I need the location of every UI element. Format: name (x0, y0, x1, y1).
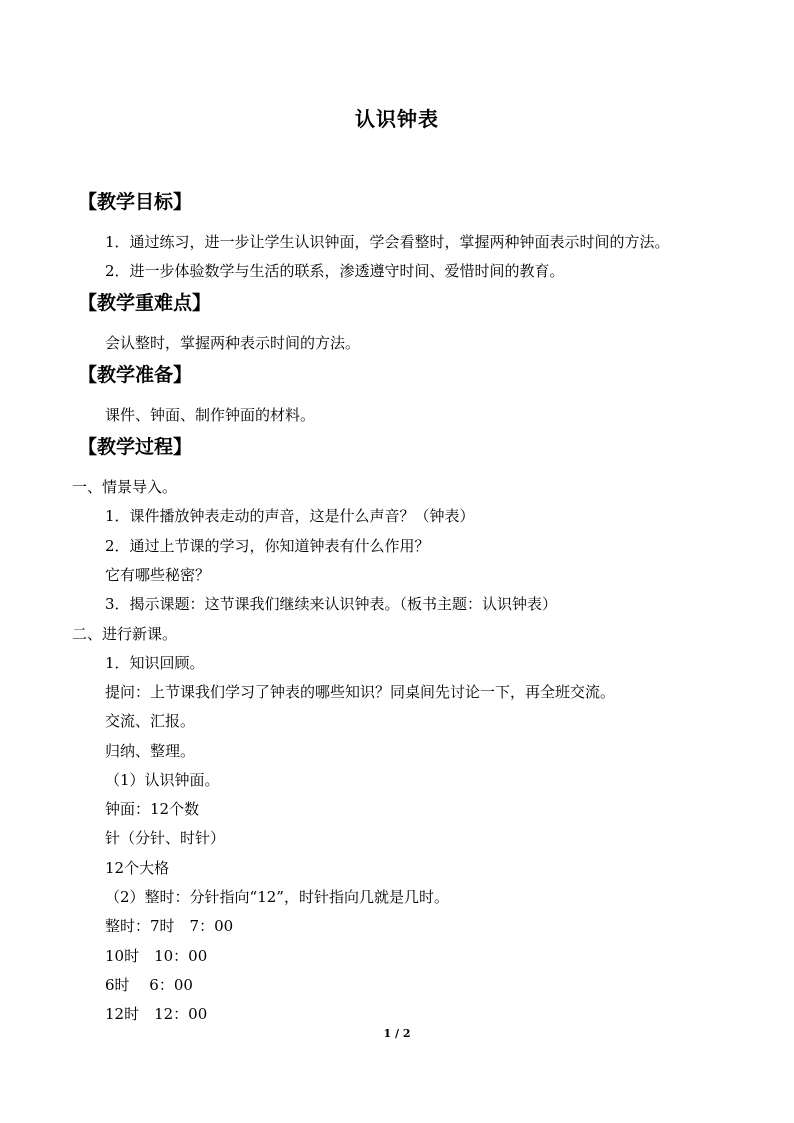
process-line: 钟面：12个数 (105, 800, 200, 818)
key-points-text: 会认整时，掌握两种表示时间的方法。 (105, 334, 361, 352)
goal-item-2: 2．进一步体验数学与生活的联系，渗透遵守时间、爱惜时间的教育。 (105, 262, 565, 280)
process-line: 二、进行新课。 (72, 625, 178, 643)
process-line: 交流、汇报。 (105, 712, 196, 730)
process-line: （1）认识钟面。 (105, 771, 220, 789)
process-line: 提问：上节课我们学习了钟表的哪些知识？同桌间先讨论一下，再全班交流。 (105, 683, 616, 701)
process-line: 1．课件播放钟表走动的声音，这是什么声音？（钟表） (105, 507, 475, 525)
process-line: 6时 6：00 (105, 976, 193, 994)
process-line: 12时 12：00 (105, 1005, 208, 1023)
process-line: 12个大格 (105, 859, 170, 877)
process-line: 2．通过上节课的学习，你知道钟表有什么作用？ (105, 537, 430, 555)
section-heading-key-points: 【教学重难点】 (78, 292, 212, 314)
process-line: 一、情景导入。 (72, 478, 178, 496)
page-title: 认识钟表 (355, 107, 439, 131)
page-indicator: 1 / 2 (383, 1027, 411, 1040)
process-line: 10时 10：00 (105, 947, 208, 965)
section-heading-process: 【教学过程】 (78, 436, 193, 458)
goal-item-1: 1．通过练习，进一步让学生认识钟面，学会看整时，掌握两种钟面表示时间的方法。 (105, 233, 670, 251)
process-line: （2）整时：分针指向“12”，时针指向几就是几时。 (105, 888, 449, 906)
preparation-text: 课件、钟面、制作钟面的材料。 (105, 406, 316, 424)
process-line: 归纳、整理。 (105, 742, 196, 760)
process-line: 针（分针、时针） (105, 829, 226, 847)
process-line: 整时：7时 7：00 (105, 917, 234, 935)
section-heading-goals: 【教学目标】 (78, 191, 193, 213)
section-heading-preparation: 【教学准备】 (78, 364, 193, 386)
process-line: 3．揭示课题：这节课我们继续来认识钟表。（板书主题：认识钟表） (105, 595, 558, 613)
process-line: 1．知识回顾。 (105, 654, 205, 672)
process-line: 它有哪些秘密？ (105, 566, 211, 584)
